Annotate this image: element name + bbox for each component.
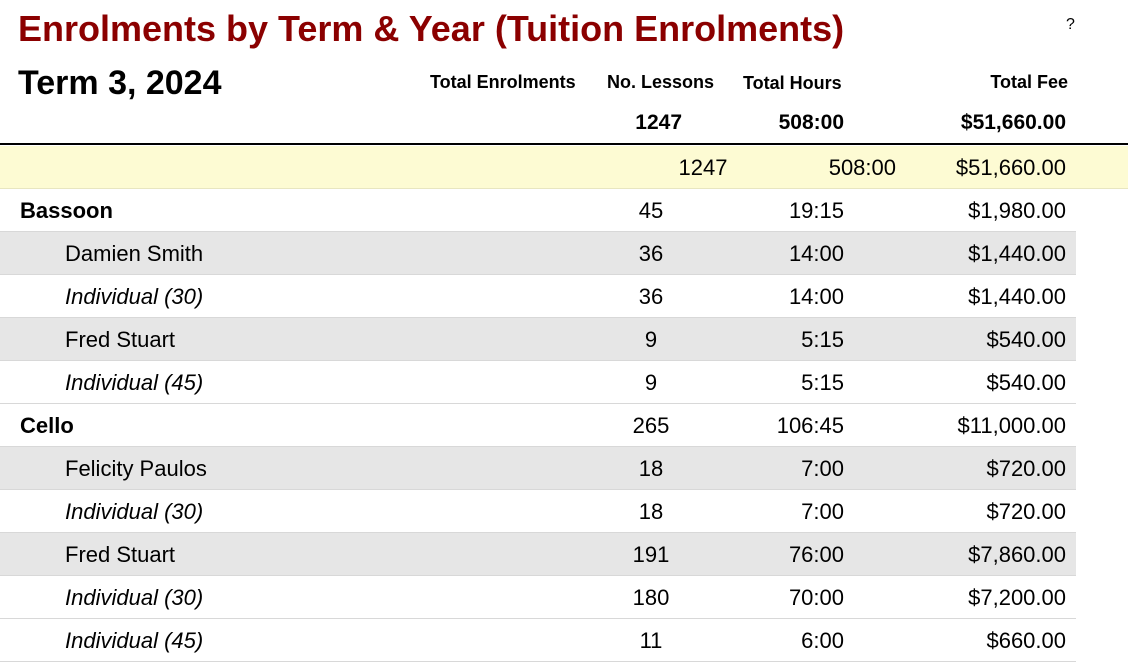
row-label: Individual (45): [65, 370, 204, 395]
header-divider: [0, 143, 1128, 145]
row-hours: 106:45: [776, 413, 844, 438]
row-label: Individual (30): [65, 585, 204, 610]
row-lessons: 36: [638, 284, 664, 309]
row-lessons: 45: [638, 198, 664, 223]
row-lessons: 180: [632, 585, 670, 610]
row-fee: $720.00: [986, 499, 1066, 524]
row-hours: 76:00: [788, 542, 844, 567]
row-lessons: 18: [638, 499, 664, 524]
row-hours: 7:00: [801, 456, 844, 481]
row-label: Felicity Paulos: [65, 456, 207, 481]
row-fee: $7,860.00: [968, 542, 1066, 567]
row-lessons: 9: [644, 370, 658, 395]
grand-total-fee: $51,660.00: [960, 111, 1066, 134]
row-fee: $540.00: [986, 327, 1066, 352]
table-row: [0, 576, 1076, 619]
row-fee: $720.00: [986, 456, 1066, 481]
row-hours: 5:15: [801, 370, 844, 395]
row-fee: $1,440.00: [968, 284, 1066, 309]
table-row: [0, 447, 1076, 490]
row-fee: $660.00: [986, 628, 1066, 653]
table-row: [0, 361, 1076, 404]
row-hours: 19:15: [788, 198, 844, 223]
row-label: Individual (45): [65, 628, 204, 653]
row-fee: $1,440.00: [968, 241, 1066, 266]
table-row: [0, 619, 1076, 662]
summary-lessons: 1247: [678, 155, 728, 180]
row-label: Individual (30): [65, 284, 204, 309]
summary-row: [0, 146, 1128, 189]
row-label: Damien Smith: [65, 241, 204, 266]
row-label: Cello: [20, 413, 74, 438]
row-label: Fred Stuart: [65, 327, 176, 352]
row-lessons: 18: [638, 456, 664, 481]
row-fee: $1,980.00: [968, 198, 1066, 223]
row-lessons: 191: [632, 542, 670, 567]
row-hours: 14:00: [788, 284, 844, 309]
row-fee: $540.00: [986, 370, 1066, 395]
row-fee: $7,200.00: [968, 585, 1066, 610]
row-label: Bassoon: [20, 198, 113, 223]
table-row: [0, 189, 1076, 232]
row-hours: 70:00: [788, 585, 844, 610]
report-title: Enrolments by Term & Year (Tuition Enrolments): [18, 8, 845, 49]
term-heading: Term 3, 2024: [18, 64, 222, 102]
table-row: [0, 232, 1076, 275]
row-lessons: 265: [632, 413, 670, 438]
column-header-total-enrolments: Total Enrolments: [430, 72, 576, 92]
row-label: Individual (30): [65, 499, 204, 524]
row-lessons: 36: [638, 241, 664, 266]
grand-total-hours: 508:00: [778, 111, 844, 134]
summary-fee: $51,660.00: [955, 155, 1066, 180]
table-row: [0, 404, 1076, 447]
help-link[interactable]: ?: [1066, 16, 1075, 33]
row-hours: 7:00: [801, 499, 844, 524]
summary-hours: 508:00: [828, 155, 896, 180]
table-row: [0, 490, 1076, 533]
column-header-total-hours: Total Hours: [743, 73, 842, 93]
table-row: [0, 318, 1076, 361]
column-header-total-fee: Total Fee: [990, 72, 1068, 92]
row-hours: 6:00: [801, 628, 844, 653]
row-hours: 14:00: [788, 241, 844, 266]
row-fee: $11,000.00: [957, 413, 1066, 438]
column-header-no-lessons: No. Lessons: [607, 72, 715, 92]
row-lessons: 9: [644, 327, 658, 352]
row-label: Fred Stuart: [65, 542, 176, 567]
grand-total-lessons: 1247: [635, 111, 682, 134]
table-row: [0, 275, 1076, 318]
table-row: [0, 533, 1076, 576]
row-hours: 5:15: [801, 327, 844, 352]
row-lessons: 11: [639, 628, 663, 653]
